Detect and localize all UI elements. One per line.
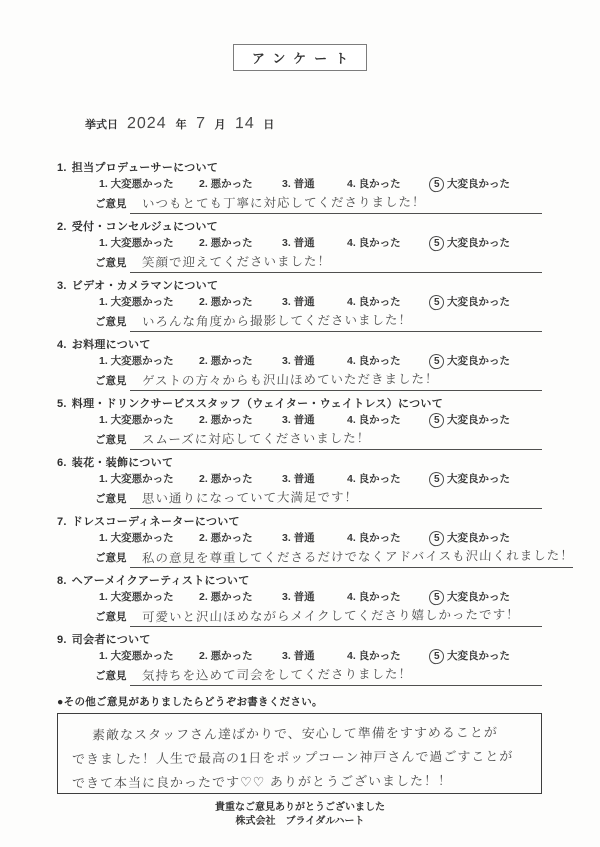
question-number: 7. bbox=[57, 516, 67, 528]
month-suffix: 月 bbox=[214, 119, 226, 131]
handwritten-selection-circle bbox=[428, 353, 445, 370]
rating-option-2: 2. 悪かった bbox=[199, 178, 253, 190]
question-title-row bbox=[57, 221, 542, 234]
rating-option-4: 4. 良かった bbox=[347, 178, 401, 190]
rating-option-2: 2. 悪かった bbox=[199, 296, 253, 308]
rating-options-row bbox=[99, 590, 542, 605]
comment-label: ご意見 bbox=[95, 670, 127, 682]
rating-5-number: 5 bbox=[433, 474, 440, 485]
handwritten-comment: ゲストの方々からも沢山ほめていただきました！ bbox=[141, 371, 439, 389]
comment-underline bbox=[130, 666, 543, 686]
comment-label: ご意見 bbox=[95, 493, 127, 505]
handwritten-comment: 私の意見を尊重してくださるだけでなくアドバイスも沢山くれました！ bbox=[141, 548, 574, 566]
comment-label: ご意見 bbox=[95, 198, 127, 210]
questions-list bbox=[57, 162, 574, 686]
rating-option-4: 4. 良かった bbox=[347, 532, 401, 544]
rating-option-5-selected bbox=[429, 472, 542, 487]
comment-label: ご意見 bbox=[95, 611, 127, 623]
question-title: 司会者について bbox=[71, 634, 151, 646]
rating-5-label: 大変良かった bbox=[447, 650, 510, 662]
rating-option-3: 3. 普通 bbox=[282, 355, 315, 367]
rating-option-4: 4. 良かった bbox=[347, 355, 401, 367]
handwritten-comment: スムーズに対応してくださいました！ bbox=[141, 431, 371, 447]
comment-row bbox=[95, 194, 542, 214]
comment-label: ご意見 bbox=[95, 316, 127, 328]
footer-thanks: 貴重なご意見ありがとうございました bbox=[215, 802, 385, 813]
rating-option-2: 2. 悪かった bbox=[199, 591, 253, 603]
handwritten-comment: 気持ちを込めて司会をしてくださりました！ bbox=[141, 667, 412, 683]
rating-option-4: 4. 良かった bbox=[347, 650, 401, 662]
handwritten-line-3: できて本当に良かったです♡♡ ありがとうございました！！ bbox=[71, 772, 453, 791]
rating-option-5-selected bbox=[429, 354, 542, 369]
rating-option-2: 2. 悪かった bbox=[199, 355, 253, 367]
question-title: ビデオ・カメラマンについて bbox=[71, 280, 219, 292]
handwritten-selection-circle bbox=[428, 648, 445, 665]
ceremony-date-row bbox=[85, 115, 600, 133]
question-title-row bbox=[57, 162, 542, 175]
rating-option-2: 2. 悪かった bbox=[199, 532, 253, 544]
rating-5-label: 大変良かった bbox=[447, 355, 510, 367]
rating-option-2: 2. 悪かった bbox=[199, 473, 253, 485]
comment-row bbox=[95, 371, 542, 391]
question-title: ドレスコーディネーターについて bbox=[71, 516, 240, 528]
question-title-row bbox=[57, 398, 542, 411]
rating-option-5-selected bbox=[429, 295, 542, 310]
handwritten-selection-circle bbox=[428, 589, 445, 606]
handwritten-selection-circle bbox=[428, 412, 445, 429]
footer-company: 株式会社 ブライダルハート bbox=[235, 815, 365, 827]
rating-option-1: 1. 大変悪かった bbox=[99, 591, 174, 603]
day-suffix: 日 bbox=[263, 119, 275, 131]
handwritten-comment: 思い通りになっていて大満足です！ bbox=[141, 490, 358, 506]
comment-underline bbox=[130, 371, 543, 391]
rating-5-label: 大変良かった bbox=[447, 237, 510, 249]
comment-label: ご意見 bbox=[95, 257, 127, 269]
question-block bbox=[57, 221, 542, 273]
comment-underline bbox=[130, 312, 543, 332]
rating-5-label: 大変良かった bbox=[447, 178, 510, 190]
rating-option-1: 1. 大変悪かった bbox=[99, 473, 174, 485]
rating-option-3: 3. 普通 bbox=[282, 237, 315, 249]
year-suffix: 年 bbox=[175, 119, 187, 131]
question-number: 4. bbox=[57, 339, 67, 351]
ceremony-date-label: 挙式日 bbox=[85, 119, 118, 131]
rating-option-3: 3. 普通 bbox=[282, 532, 315, 544]
comment-row bbox=[95, 548, 574, 568]
comment-row bbox=[95, 430, 542, 450]
rating-options-row bbox=[99, 177, 542, 192]
handwritten-line-2: できました！人生で最高の1日をポップコーン神戸さんで過ごすことが bbox=[71, 748, 514, 767]
question-number: 5. bbox=[57, 398, 67, 410]
rating-option-1: 1. 大変悪かった bbox=[99, 650, 174, 662]
rating-option-1: 1. 大変悪かった bbox=[99, 532, 174, 544]
comment-row bbox=[95, 253, 542, 273]
comment-underline bbox=[130, 489, 543, 509]
rating-5-number: 5 bbox=[433, 533, 440, 544]
rating-option-2: 2. 悪かった bbox=[199, 237, 253, 249]
question-title-row bbox=[57, 516, 542, 529]
rating-5-number: 5 bbox=[433, 415, 440, 426]
comment-underline bbox=[130, 194, 543, 214]
question-block bbox=[57, 339, 542, 391]
question-title-row bbox=[57, 575, 542, 588]
rating-5-label: 大変良かった bbox=[447, 532, 510, 544]
comment-row bbox=[95, 312, 542, 332]
handwritten-selection-circle bbox=[428, 471, 445, 488]
question-title-row bbox=[57, 339, 542, 352]
question-block bbox=[57, 398, 542, 450]
question-block bbox=[57, 516, 574, 568]
handwritten-comment: 笑顔で迎えてくださいました！ bbox=[141, 254, 331, 270]
question-block bbox=[57, 575, 542, 627]
rating-options-row bbox=[99, 236, 542, 251]
rating-option-3: 3. 普通 bbox=[282, 650, 315, 662]
question-title: ヘアーメイクアーティストについて bbox=[71, 575, 250, 587]
rating-5-number: 5 bbox=[433, 179, 440, 190]
comment-row bbox=[95, 489, 542, 509]
question-title: 受付・コンセルジュについて bbox=[71, 221, 218, 233]
rating-5-number: 5 bbox=[433, 356, 440, 367]
question-title-row bbox=[57, 280, 542, 293]
comment-label: ご意見 bbox=[95, 434, 127, 446]
question-number: 8. bbox=[57, 575, 67, 587]
rating-option-5-selected bbox=[429, 649, 542, 664]
rating-option-3: 3. 普通 bbox=[282, 178, 315, 190]
comment-row bbox=[95, 607, 542, 627]
handwritten-year: 2024 bbox=[126, 114, 167, 133]
rating-5-number: 5 bbox=[433, 238, 440, 249]
handwritten-day: 14 bbox=[234, 114, 255, 133]
rating-5-label: 大変良かった bbox=[447, 591, 510, 603]
rating-options-row bbox=[99, 413, 542, 428]
rating-option-1: 1. 大変悪かった bbox=[99, 178, 174, 190]
question-number: 1. bbox=[57, 162, 67, 174]
rating-5-number: 5 bbox=[433, 297, 440, 308]
comment-label: ご意見 bbox=[95, 552, 127, 564]
question-number: 2. bbox=[57, 221, 67, 233]
rating-option-3: 3. 普通 bbox=[282, 414, 315, 426]
rating-option-4: 4. 良かった bbox=[347, 591, 401, 603]
rating-option-2: 2. 悪かった bbox=[199, 414, 253, 426]
rating-option-2: 2. 悪かった bbox=[199, 650, 253, 662]
handwritten-line-1: 素敵なスタッフさん達ばかりで、安心して準備をすすめることが bbox=[91, 724, 499, 743]
rating-options-row bbox=[99, 354, 542, 369]
rating-5-number: 5 bbox=[433, 651, 440, 662]
rating-option-1: 1. 大変悪かった bbox=[99, 355, 174, 367]
question-title: 料理・ドリンクサービススタッフ（ウェイター・ウェイトレス）について bbox=[71, 398, 444, 410]
question-block bbox=[57, 162, 542, 214]
handwritten-selection-circle bbox=[428, 235, 445, 252]
rating-5-label: 大変良かった bbox=[447, 414, 510, 426]
rating-option-5-selected bbox=[429, 590, 542, 605]
rating-option-5-selected bbox=[429, 236, 542, 251]
handwritten-month: 7 bbox=[195, 114, 206, 133]
footer bbox=[0, 801, 600, 828]
question-title: お料理について bbox=[71, 339, 151, 351]
question-title: 担当プロデューサーについて bbox=[71, 162, 219, 174]
comment-label: ご意見 bbox=[95, 375, 127, 387]
rating-option-3: 3. 普通 bbox=[282, 296, 315, 308]
rating-option-4: 4. 良かった bbox=[347, 414, 401, 426]
rating-option-1: 1. 大変悪かった bbox=[99, 414, 174, 426]
rating-option-4: 4. 良かった bbox=[347, 473, 401, 485]
handwritten-comment: いつもとても丁寧に対応してくださりました！ bbox=[141, 195, 426, 211]
rating-option-1: 1. 大変悪かった bbox=[99, 296, 174, 308]
other-comments-prompt: ●その他ご意見がありましたらどうぞお書きください。 bbox=[57, 696, 323, 708]
question-block bbox=[57, 634, 542, 686]
handwritten-selection-circle bbox=[428, 530, 445, 547]
question-title-row bbox=[57, 634, 542, 647]
comment-underline bbox=[130, 253, 543, 273]
rating-option-4: 4. 良かった bbox=[347, 237, 401, 249]
question-block bbox=[57, 457, 542, 509]
rating-option-5-selected bbox=[429, 531, 542, 546]
form-title: アンケート bbox=[233, 44, 367, 71]
question-title-row bbox=[57, 457, 542, 470]
rating-option-3: 3. 普通 bbox=[282, 473, 315, 485]
handwritten-comment: いろんな角度から撮影してくださいました！ bbox=[141, 313, 412, 329]
question-title: 装花・装飾について bbox=[71, 457, 174, 469]
rating-options-row bbox=[99, 649, 542, 664]
rating-options-row bbox=[99, 472, 542, 487]
rating-option-4: 4. 良かった bbox=[347, 296, 401, 308]
rating-option-5-selected bbox=[429, 413, 542, 428]
rating-options-row bbox=[99, 531, 542, 546]
rating-5-label: 大変良かった bbox=[447, 473, 510, 485]
comment-underline bbox=[130, 430, 543, 450]
question-number: 9. bbox=[57, 634, 67, 646]
rating-option-5-selected bbox=[429, 177, 542, 192]
question-number: 6. bbox=[57, 457, 67, 469]
comment-underline bbox=[130, 607, 543, 627]
question-number: 3. bbox=[57, 280, 67, 292]
rating-option-3: 3. 普通 bbox=[282, 591, 315, 603]
question-block bbox=[57, 280, 542, 332]
handwritten-selection-circle bbox=[428, 294, 445, 311]
rating-5-label: 大変良かった bbox=[447, 296, 510, 308]
comment-row bbox=[95, 666, 542, 686]
rating-option-1: 1. 大変悪かった bbox=[99, 237, 174, 249]
handwritten-selection-circle bbox=[428, 176, 445, 193]
comment-underline bbox=[130, 548, 574, 568]
other-comments-box bbox=[57, 713, 542, 794]
rating-options-row bbox=[99, 295, 542, 310]
rating-5-number: 5 bbox=[433, 592, 440, 603]
handwritten-comment: 可愛いと沢山ほめながらメイクしてくださり嬉しかったです！ bbox=[141, 607, 520, 625]
